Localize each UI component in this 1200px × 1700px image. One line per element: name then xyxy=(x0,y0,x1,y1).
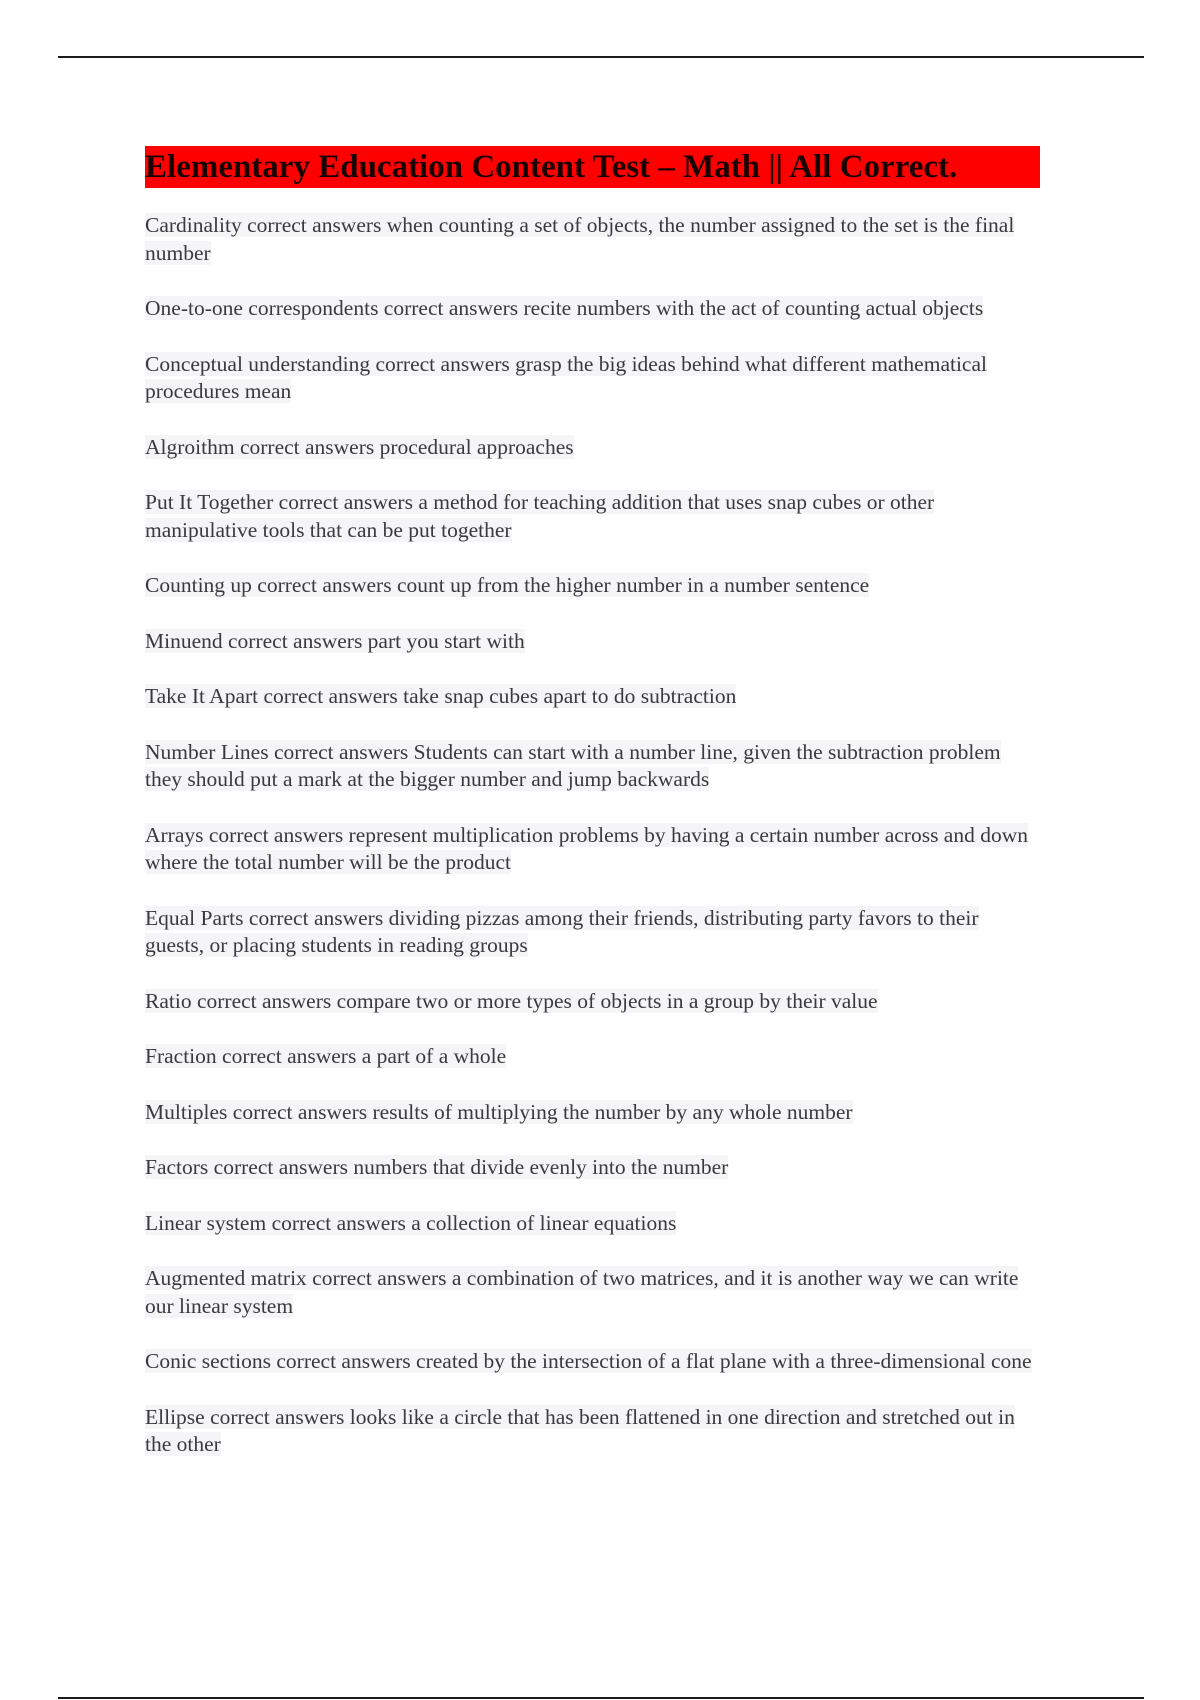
entry-arrays xyxy=(145,822,1040,877)
entry-minuend xyxy=(145,628,1040,656)
entry-multiples xyxy=(145,1099,1040,1127)
entry-conceptual-understanding xyxy=(145,351,1040,406)
entry-text: Conic sections correct answers created by the intersection of a flat plane with a three-dimensional cone xyxy=(145,1349,1032,1373)
entry-cardinality xyxy=(145,212,1040,267)
entry-text: Minuend correct answers part you start with xyxy=(145,628,525,653)
entry-text: Number Lines correct answers Students can start with a number line, given the subtraction problem they should put a mark at the bigger number and jump backwards xyxy=(145,739,1001,791)
entry-number-lines xyxy=(145,739,1040,794)
entry-ellipse xyxy=(145,1404,1040,1459)
entry-counting-up xyxy=(145,572,1040,600)
entry-algorithm xyxy=(145,434,1040,462)
entry-ratio xyxy=(145,988,1040,1016)
entry-text: One-to-one correspondents correct answers recite numbers with the act of counting actual objects xyxy=(145,296,984,320)
entry-take-it-apart xyxy=(145,683,1040,711)
entry-text: Augmented matrix correct answers a combination of two matrices, and it is another way we can write our linear system xyxy=(145,1266,1019,1318)
entry-text: Factors correct answers numbers that divide evenly into the number xyxy=(145,1155,729,1179)
document-body xyxy=(145,146,1040,1487)
entry-put-it-together xyxy=(145,489,1040,544)
document-title: Elementary Education Content Test – Math || All Correct. xyxy=(145,146,1040,188)
entry-text: Put It Together correct answers a method for teaching addition that uses snap cubes or other manipulative tools that can be put together xyxy=(145,490,935,542)
entry-fraction xyxy=(145,1043,1040,1071)
entry-text: Conceptual understanding correct answers grasp the big ideas behind what different mathematical procedures mean xyxy=(145,351,987,403)
entry-augmented-matrix xyxy=(145,1265,1040,1320)
entry-conic-sections xyxy=(145,1348,1040,1376)
entry-text: Cardinality correct answers when counting a set of objects, the number assigned to the set is the final number xyxy=(145,213,1015,265)
entry-linear-system xyxy=(145,1210,1040,1238)
entry-text: Equal Parts correct answers dividing pizzas among their friends, distributing party favors to their guests, or placing students in reading groups xyxy=(145,905,979,957)
entry-one-to-one xyxy=(145,295,1040,323)
entry-text: Take It Apart correct answers take snap cubes apart to do subtraction xyxy=(145,684,737,708)
entry-text: Multiples correct answers results of multiplying the number by any whole number xyxy=(145,1099,853,1124)
entry-text: Ratio correct answers compare two or more types of objects in a group by their value xyxy=(145,988,878,1013)
header-rule xyxy=(58,56,1144,58)
footer-rule xyxy=(58,1697,1144,1699)
title-block xyxy=(145,146,1040,188)
entry-text: Counting up correct answers count up from the higher number in a number sentence xyxy=(145,573,870,597)
entry-text: Fraction correct answers a part of a whole xyxy=(145,1044,507,1068)
entry-text: Algroithm correct answers procedural approaches xyxy=(145,434,574,459)
entry-text: Arrays correct answers represent multiplication problems by having a certain number across and down where the total number will be the product xyxy=(145,822,1029,874)
entry-text: Ellipse correct answers looks like a circle that has been flattened in one direction and stretched out in the other xyxy=(145,1404,1015,1456)
entry-text: Linear system correct answers a collection of linear equations xyxy=(145,1210,677,1235)
entry-factors xyxy=(145,1154,1040,1182)
entry-equal-parts xyxy=(145,905,1040,960)
